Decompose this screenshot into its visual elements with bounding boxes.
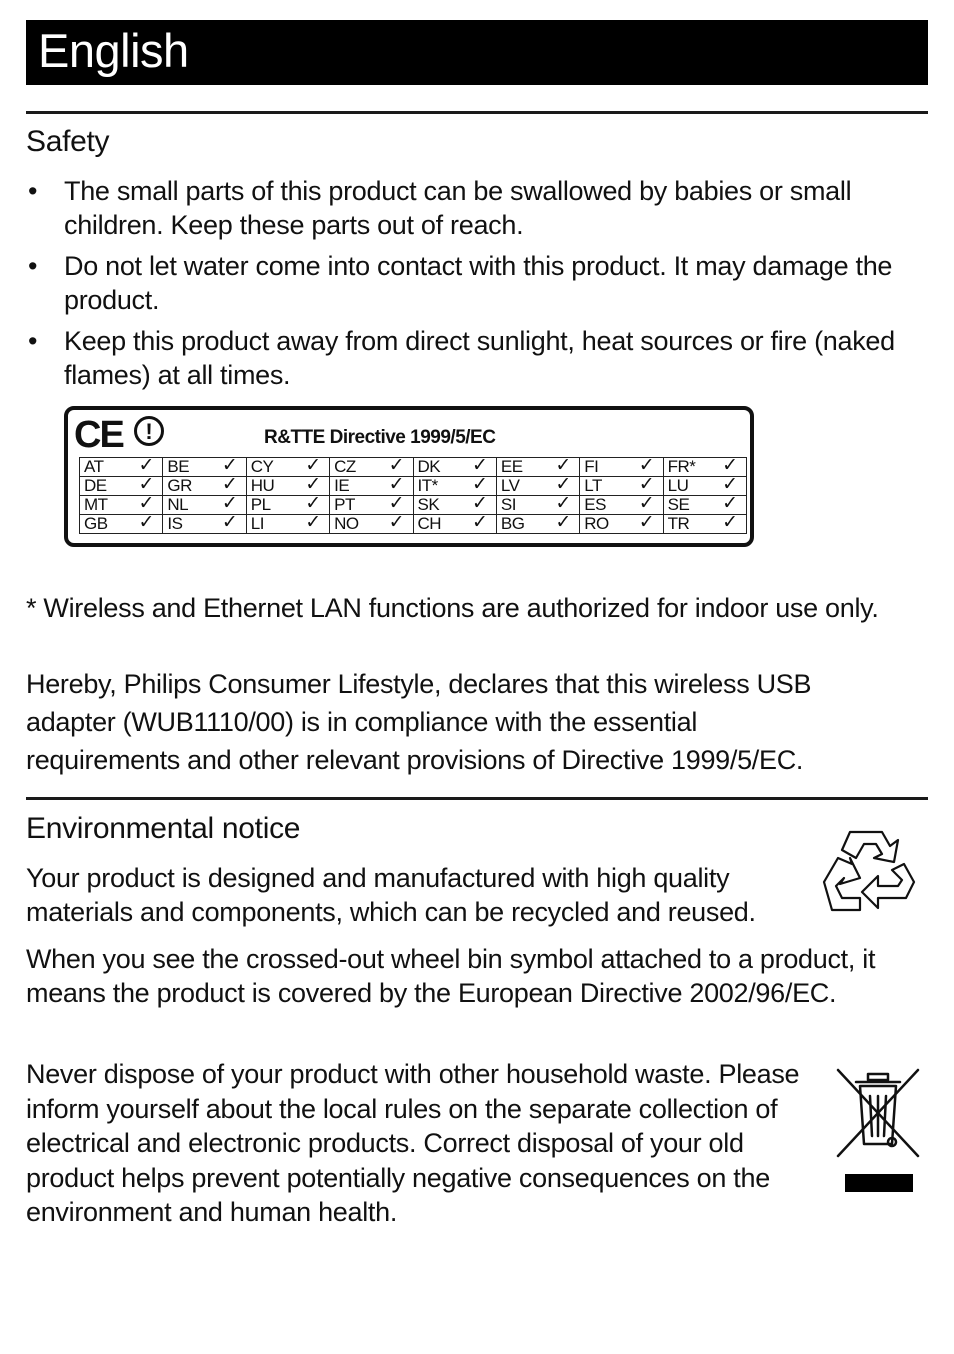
checkmark-icon: ✓ (388, 455, 405, 476)
country-code: NO (334, 514, 359, 533)
country-table (79, 457, 747, 534)
checkmark-icon: ✓ (722, 474, 738, 495)
checkmark-icon: ✓ (722, 493, 738, 514)
rtte-directive-box (64, 406, 754, 547)
ce-mark-icon: CE (74, 414, 123, 456)
checkmark-icon: ✓ (388, 474, 405, 495)
checkmark-icon: ✓ (722, 512, 738, 533)
checkmark-icon: ✓ (305, 512, 322, 533)
checkmark-icon: ✓ (471, 493, 488, 514)
country-cell (330, 512, 413, 534)
country-code: AT (84, 457, 104, 476)
checkmark-icon: ✓ (638, 474, 655, 495)
indoor-use-footnote: * Wireless and Ethernet LAN functions are authorized for indoor use only. (26, 593, 879, 623)
checkmark-icon: ✓ (138, 455, 155, 476)
country-code: BE (167, 457, 190, 476)
checkmark-icon: ✓ (388, 493, 405, 514)
country-cell (163, 512, 246, 534)
checkmark-icon: ✓ (138, 474, 155, 495)
safety-bullet-list (26, 174, 926, 399)
checkmark-icon: ✓ (638, 455, 655, 476)
country-code: FI (584, 457, 599, 476)
checkmark-icon: ✓ (555, 455, 572, 476)
country-cell (663, 512, 746, 534)
list-item-text: Keep this product away from direct sunlight, heat sources or fire (naked flames) at all times. (64, 326, 895, 390)
checkmark-icon: ✓ (555, 512, 572, 533)
environment-heading: Environmental notice (26, 812, 301, 845)
country-code: ES (584, 495, 606, 514)
country-code: FR* (667, 457, 696, 476)
country-code: MT (84, 495, 108, 514)
country-code: SI (500, 495, 516, 514)
checkmark-icon: ✓ (555, 474, 572, 495)
page-title-banner (26, 20, 928, 85)
bin-marker-bar (845, 1174, 913, 1192)
checkmark-icon: ✓ (471, 512, 488, 533)
list-item (26, 324, 926, 392)
country-code: PT (334, 495, 355, 514)
checkmark-icon: ✓ (221, 493, 238, 514)
section-divider (26, 111, 928, 114)
checkmark-icon: ✓ (722, 455, 738, 476)
checkmark-icon: ✓ (555, 493, 572, 514)
country-code: CZ (334, 457, 356, 476)
country-cell (580, 512, 663, 534)
checkmark-icon: ✓ (138, 493, 155, 514)
directive-title: R&TTE Directive 1999/5/EC (264, 427, 496, 448)
country-code: LI (250, 514, 264, 533)
table-row (80, 515, 747, 534)
bullet-icon: • (28, 251, 38, 281)
country-code: IS (167, 514, 183, 533)
page-title: English (38, 24, 189, 77)
country-code: IE (334, 476, 350, 495)
country-cell (496, 512, 579, 534)
country-code: DE (84, 476, 107, 495)
list-item (26, 249, 926, 317)
checkmark-icon: ✓ (221, 512, 238, 533)
country-code: TR (667, 514, 690, 533)
checkmark-icon: ✓ (638, 512, 655, 533)
recycle-icon (820, 828, 916, 926)
environment-paragraph-3: Never dispose of your product with other household waste. Please inform yourself about the local rules on the separate collection of electrical and electronic products. Correct disposal of your old product helps prevent potentially negative consequences on the environment and human health. (26, 1059, 800, 1227)
list-item-text: The small parts of this product can be swallowed by babies or small children. Keep these parts out of reach. (64, 176, 852, 240)
country-code: DK (417, 457, 441, 476)
checkmark-icon: ✓ (471, 455, 488, 476)
checkmark-icon: ✓ (305, 474, 322, 495)
country-code: BG (500, 514, 525, 533)
list-item (26, 174, 926, 242)
country-code: EE (500, 457, 523, 476)
country-code: LU (667, 476, 689, 495)
country-code: SE (667, 495, 690, 514)
environment-paragraph-2: When you see the crossed-out wheel bin symbol attached to a product, it means the product is covered by the European Directive 2002/96/EC. (26, 944, 876, 1008)
alert-icon: ! (134, 416, 164, 446)
country-code: NL (167, 495, 189, 514)
country-code: IT* (417, 476, 438, 495)
country-cell (246, 512, 329, 534)
checkmark-icon: ✓ (638, 493, 655, 514)
country-code: CH (417, 514, 442, 533)
environment-paragraph-1: Your product is designed and manufactured with high quality materials and components, which can be recycled and reused. (26, 863, 756, 927)
checkmark-icon: ✓ (471, 474, 488, 495)
crossed-out-bin-icon (834, 1066, 922, 1162)
bullet-icon: • (28, 326, 38, 356)
country-code: GB (84, 514, 108, 533)
country-code: PL (250, 495, 271, 514)
compliance-declaration: Hereby, Philips Consumer Lifestyle, declares that this wireless USB adapter (WUB1110/00) is in compliance with the essential requirements and other relevant provisions of Directive 1999/5/EC. (26, 669, 812, 775)
country-code: SK (417, 495, 440, 514)
section-divider (26, 797, 928, 800)
checkmark-icon: ✓ (221, 455, 238, 476)
checkmark-icon: ✓ (138, 512, 155, 533)
checkmark-icon: ✓ (221, 474, 238, 495)
bullet-icon: • (28, 176, 38, 206)
country-cell (80, 512, 163, 534)
safety-heading: Safety (26, 125, 110, 158)
list-item-text: Do not let water come into contact with this product. It may damage the product. (64, 251, 893, 315)
checkmark-icon: ✓ (388, 512, 405, 533)
country-code: LT (584, 476, 602, 495)
country-code: CY (250, 457, 274, 476)
country-code: RO (584, 514, 609, 533)
checkmark-icon: ✓ (305, 455, 322, 476)
country-code: GR (167, 476, 192, 495)
country-code: LV (500, 476, 520, 495)
country-cell (413, 512, 496, 534)
country-code: HU (250, 476, 275, 495)
checkmark-icon: ✓ (305, 493, 322, 514)
